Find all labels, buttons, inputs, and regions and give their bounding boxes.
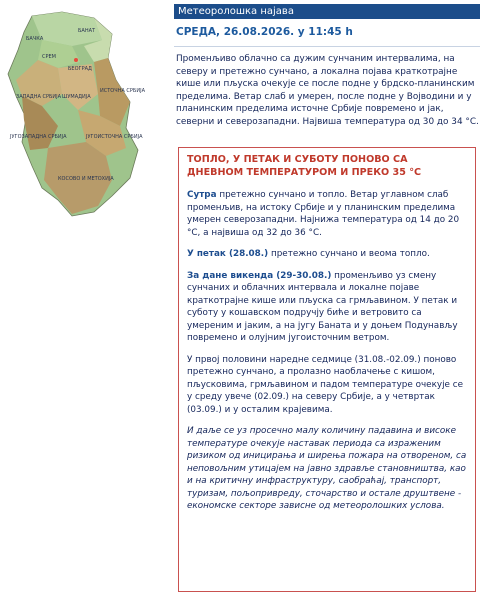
- alert-para-fire-risk: И даље се уз просечно малу количину падавина и високе температуре очекује наставак периода са израженим ризиком од иницирања и ширења пожара на отвореном, са неповољним утицајем на јавно здравље становништва, као и на критичну инфраструктуру, саобраћај, транспорт, туризам, пољопривреду, сточарство и остале друштвене - економске секторе зависне од метеоролошких услова.: [187, 426, 467, 511]
- forecast-panel: [174, 4, 480, 129]
- label-friday: У петак (28.08.): [187, 249, 269, 259]
- text-tomorrow: претежно сунчано и топло. Ветар углавном слаб променљив, на истоку Србије и у планинским пределима умерен северозападни. Најнижа температура од 14 до 20 °C, а највиша од 32 до 36 °C.: [187, 190, 460, 238]
- divider: [174, 46, 480, 47]
- map-label-banat: БАНАТ: [78, 28, 96, 34]
- map-label-kosovo: КОСОВО И МЕТОХИЈА: [58, 176, 114, 182]
- alert-box: [178, 147, 476, 592]
- text-friday: претежно сунчано и веома топло.: [268, 249, 430, 259]
- alert-title: ТОПЛО, У ПЕТАК И СУБОТУ ПОНОВО СА ДНЕВНОМ ТЕМПЕРАТУРОМ И ПРЕКО 35 °C: [187, 154, 422, 178]
- map-label-sumadija: ШУМАДИЈА: [62, 94, 91, 100]
- map-label-zapadna: ЗАПАДНА СРБИЈА: [16, 94, 62, 100]
- map-label-istocna: ИСТОЧНА СРБИЈА: [100, 88, 145, 94]
- label-weekend: За дане викенда (29-30.08.): [187, 270, 332, 281]
- forecast-date: СРЕДА, 26.08.2026. у 11:45 h: [176, 26, 353, 38]
- forecast-intro: Променљиво облачно са дужим сунчаним интервалима, на северу и претежно сунчано, а локална појава краткотрајне кише или пљуска очекује се после подне у брдско-планинским пределима. Ветар слаб и умерен, после подне у Војводини и у планинским пределима источне Србије повремено и јак, северни и северозападни. Највиша температура од 30 до 34 °C.: [176, 54, 479, 127]
- map-label-beograd: БЕОГРАД: [68, 66, 92, 72]
- label-tomorrow: Сутра: [187, 190, 217, 200]
- alert-para-friday: [187, 248, 467, 261]
- map-label-srem: СРЕМ: [42, 54, 56, 60]
- alert-para-next-week: У првој половини наредне седмице (31.08.-02.09.) поново претежно сунчано, а пролазно наоблачење с кишом, пљусковима, грмљавином и падом температуре очекује се у среду увече (02.09.) на северу Србије, а у четвртак (03.09.) и у осталим крајевима.: [187, 354, 463, 415]
- map-label-backa: БАЧКА: [26, 36, 44, 42]
- map-label-jugoistocna: ЈУГОИСТОЧНА СРБИЈА: [86, 134, 143, 140]
- serbia-map: [2, 10, 158, 220]
- alert-para-tomorrow: [187, 189, 467, 239]
- map-label-jugozapadna: ЈУГОЗАПАДНА СРБИЈА: [10, 134, 67, 140]
- text-weekend: променљиво уз смену сунчаних и облачних интервала и локалне појаве краткотрајне кише или пљуска са грмљавином. У петак и суботу у кошавском подручју биће и ветровито са умереним и јаким, а на југу Баната и у доњем Подунављу повремено и олујним југоисточним ветром.: [187, 270, 458, 343]
- panel-header: Метеоролошка најава: [174, 4, 480, 19]
- alert-para-weekend: [187, 270, 467, 345]
